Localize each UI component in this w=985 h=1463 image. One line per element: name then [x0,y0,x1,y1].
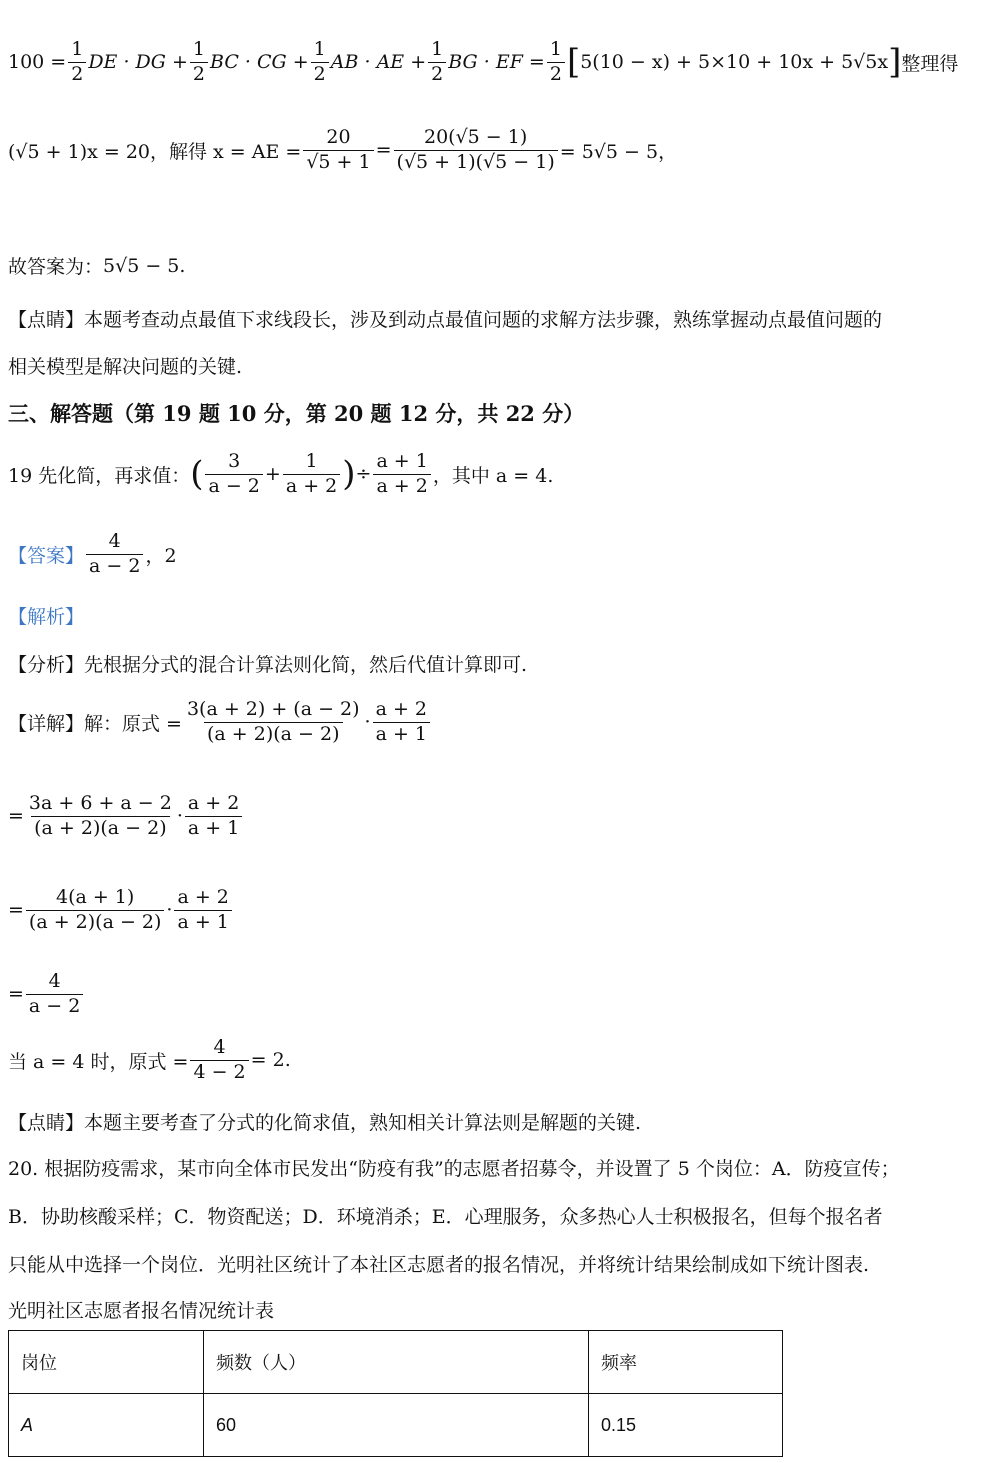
fraction-half: $\frac{1}{2}$ [311,40,329,85]
table-header-cell: 频率 [589,1331,783,1394]
fraction: $\frac{4}{4 - 2}$ [190,1038,248,1083]
table-cell: 60 [204,1394,589,1457]
table-cell: A [9,1394,204,1457]
fraction: $\frac{a + 2}{a + 1}$ [373,700,430,745]
bracket-expression: 5(10 − x) + 5×10 + 10x + 5√5x [580,51,889,74]
xiangjie-step-1: 【详解】解：原式 = $\frac{3(a + 2) + (a - 2)}{(a + 2)(a - 2)}$ · $\frac{a + 2}{a + 1}$ [8,700,432,745]
xiangjie-step-3: = $\frac{4(a + 1)}{(a + 2)(a - 2)}$ · $\frac{a + 2}{a + 1}$ [8,888,234,933]
fraction: $\frac{4(a + 1)}{(a + 2)(a - 2)}$ [26,888,164,933]
fraction-half: $\frac{1}{2}$ [547,40,565,85]
q20-line-1: 20. 根据防疫需求，某市向全体市民发出“防疫有我”的志愿者招募令，并设置了 5 个岗位：A．防疫宣传； [8,1158,900,1180]
fraction-half: $\frac{1}{2}$ [190,40,208,85]
fraction: $\frac{4}{a - 2}$ [26,972,83,1017]
fraction: $\frac{3}{a - 2}$ [205,452,262,497]
fraction-half: $\frac{1}{2}$ [428,40,446,85]
jiexi-label: 【解析】 [8,606,85,628]
answer-line: 故答案为： 5√5 − 5. [8,254,186,278]
equation-line-2: (√5 + 1)x = 20，解得 x = AE = $\frac{20}{√5 + 1}$ = $\frac{20(√5 - 1)}{(√5 + 1)(√5 - 1)}$ = 5√5 − 5， [8,126,678,173]
statistics-table [8,1330,783,1457]
table-header-cell: 岗位 [9,1331,204,1394]
fraction: $\frac{1}{a + 2}$ [283,452,340,497]
fraction-half: $\frac{1}{2}$ [68,40,86,85]
fraction: $\frac{20}{√5 + 1}$ [303,128,373,173]
xiangjie-step-4: = $\frac{4}{a - 2}$ [8,972,85,1017]
fraction: $\frac{20(√5 - 1)}{(√5 + 1)(√5 - 1)}$ [394,128,558,173]
answer-19: 【答案】 $\frac{4}{a - 2}$ ，2 [8,530,177,577]
table-header-cell: 频数（人） [204,1331,589,1394]
fraction: $\frac{4}{a - 2}$ [86,532,143,577]
fraction: $\frac{3a + 6 + a - 2}{(a + 2)(a - 2)}$ [28,792,172,839]
xiangjie-step-2: = $\frac{3a + 6 + a - 2}{(a + 2)(a - 2)}$ · $\frac{a + 2}{a + 1}$ [8,794,244,839]
table-header-row [9,1331,783,1394]
dianjing-2: 【点睛】本题主要考查了分式的化简求值，熟知相关计算法则是解题的关键. [8,1112,642,1134]
substitution-line: 当 a = 4 时，原式 = $\frac{4}{4 - 2}$ = 2. [8,1036,291,1083]
section-heading: 三、解答题（第 19 题 10 分，第 20 题 12 分，共 22 分） [8,401,585,426]
table-row [9,1394,783,1457]
fraction: $\frac{a + 2}{a + 1}$ [174,888,231,933]
equation-line-1: 100 = $\frac{1}{2}$ DE · DG + $\frac{1}{2}$ BC · CG + $\frac{1}{2}$ AB · AE + $\frac{1}{2}$ BG · EF = $\frac{1}{2}$ [ 5(10 − x) + 5×10 + 10x + 5√5x ] 整理得 [8,38,959,85]
table-title: 光明社区志愿者报名情况统计表 [8,1300,275,1322]
fraction: $\frac{a + 2}{a + 1}$ [185,794,242,839]
table-cell: 0.15 [589,1394,783,1457]
fenxi-line: 【分析】先根据分式的混合计算法则化简，然后代值计算即可. [8,654,528,676]
question-19: 19 先化简，再求值： ( $\frac{3}{a - 2}$ + $\frac{1}{a + 2}$ ) ÷ $\frac{a + 1}{a + 2}$ ，其中 a = 4. [8,450,554,497]
dianjing-1-line-2: 相关模型是解决问题的关键. [8,356,243,378]
q20-line-3: 只能从中选择一个岗位．光明社区统计了本社区志愿者的报名情况，并将统计结果绘制成如下统计图表. [8,1254,870,1276]
fraction: $\frac{3(a + 2) + (a - 2)}{(a + 2)(a - 2)}$ [186,698,360,745]
q20-line-2: B．协助核酸采样；C．物资配送；D．环境消杀；E．心理服务，众多热心人士积极报名，但每个报名者 [8,1206,883,1228]
dianjing-1-line-1: 【点睛】本题考查动点最值下求线段长，涉及到动点最值问题的求解方法步骤，熟练掌握动点最值问题的 [8,309,883,331]
fraction: $\frac{a + 1}{a + 2}$ [373,452,430,497]
